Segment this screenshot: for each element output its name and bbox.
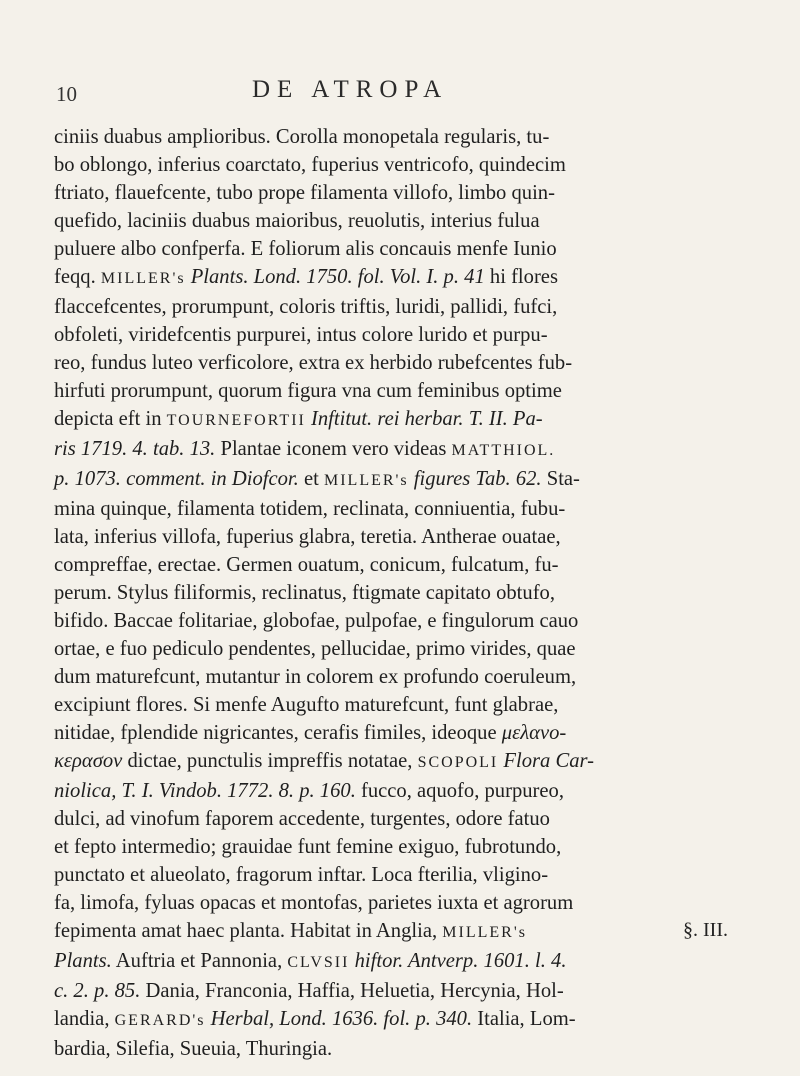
text-line — [54, 523, 757, 551]
text-line — [54, 465, 757, 495]
author-name: MILLER's — [100, 270, 186, 287]
greek-text: κερασον — [54, 750, 123, 772]
greek-text: μελανο- — [501, 722, 567, 744]
text-line — [54, 293, 757, 321]
text-run: depicta eft in — [54, 408, 167, 430]
text-line — [54, 151, 757, 179]
text-run: bo oblongo, inferius coarctato, fuperius ventricofo, quindecim — [54, 154, 566, 176]
text-run: quefido, laciniis duabus maioribus, reuolutis, interius fulua — [54, 210, 540, 232]
running-head: DE ATROPA — [252, 76, 449, 103]
text-line — [54, 321, 757, 349]
text-line — [54, 747, 757, 777]
text-line — [54, 207, 757, 235]
text-line — [54, 349, 757, 377]
citation-text: hiftor. Antverp. 1601. l. 4. — [354, 950, 567, 972]
page-header — [0, 76, 800, 116]
citation-text: ris 1719. 4. tab. 13. — [54, 438, 216, 460]
text-run: ftriato, flauefcente, tubo prope filamenta villofo, limbo quin- — [54, 182, 555, 204]
author-name: MILLER's — [442, 924, 527, 941]
text-run: fepimenta amat haec planta. Habitat in Anglia, — [54, 920, 443, 942]
text-run: fa, limofa, fyluas opacas et montofas, parietes iuxta et agrorum — [54, 892, 574, 914]
text-line — [54, 977, 757, 1005]
text-run: lata, inferius villofa, fuperius glabra, teretia. Antherae ouatae, — [54, 526, 561, 548]
text-line — [54, 719, 757, 747]
citation-text: Plants. — [54, 950, 112, 972]
citation-text: niolica, T. I. Vindob. 1772. 8. p. 160. — [54, 780, 356, 802]
text-run: obfoleti, viridefcentis purpurei, intus colore lurido et purpu- — [54, 324, 548, 346]
text-line — [54, 635, 757, 663]
text-line — [54, 179, 757, 207]
citation-text: figures Tab. 62. — [413, 468, 542, 490]
text-run: ciniis duabus amplioribus. Corolla monopetala regularis, tu- — [54, 126, 550, 148]
citation-text: c. 2. p. 85. — [54, 980, 141, 1002]
text-line — [54, 861, 757, 889]
text-run: bardia, Silefia, Sueuia, Thuringia. — [54, 1038, 333, 1060]
text-run: feqq. — [54, 266, 101, 288]
text-run: dictae, punctulis impreffis notatae, — [122, 750, 418, 772]
text-line — [54, 579, 757, 607]
text-line — [54, 123, 757, 151]
text-run: puluere albo confperfa. E foliorum alis concauis menfe Iunio — [54, 238, 557, 260]
text-run: hirfuti prorumpunt, quorum figura vna cum feminibus optime — [54, 380, 562, 402]
catchword: §. III. — [683, 919, 728, 941]
text-line — [54, 777, 757, 805]
text-run: ortae, e fuo pediculo pendentes, pellucidae, primo virides, quae — [54, 638, 576, 660]
text-run: perum. Stylus filiformis, reclinatus, ftigmate capitato obtufo, — [54, 582, 556, 604]
text-line — [54, 691, 757, 719]
text-line — [54, 235, 757, 263]
citation-text: Herbal, Lond. 1636. fol. p. 340. — [210, 1008, 473, 1030]
text-line — [54, 405, 757, 435]
citation-text: Flora Car- — [503, 750, 594, 772]
text-run: compreffae, erectae. Germen ouatum, conicum, fulcatum, fu- — [54, 554, 559, 576]
text-line — [54, 889, 757, 917]
text-run: landia, — [54, 1008, 115, 1030]
text-line — [54, 917, 757, 947]
text-run: fucco, aquofo, purpureo, — [355, 780, 564, 802]
text-line — [54, 377, 757, 405]
text-run: punctato et alueolato, fragorum inftar. Loca fterilia, vligino- — [54, 864, 549, 886]
page-number: 10 — [56, 82, 77, 106]
citation-text: p. 1073. comment. in Diofcor. — [54, 468, 299, 490]
text-run: et fepto intermedio; grauidae funt femine exiguo, fubrotundo, — [54, 836, 562, 858]
author-name: TOURNEFORTII — [166, 412, 306, 429]
text-run: Auftria et Pannonia, — [111, 950, 288, 972]
body-text — [54, 123, 757, 1063]
text-line — [54, 663, 757, 691]
text-line — [54, 551, 757, 579]
author-name: MILLER's — [323, 472, 409, 489]
text-line — [54, 435, 757, 465]
citation-text: Inftitut. rei herbar. T. II. Pa- — [311, 408, 543, 430]
text-line — [54, 263, 757, 293]
text-line — [54, 805, 757, 833]
text-run: Dania, Franconia, Haffia, Heluetia, Hercynia, Hol- — [140, 980, 564, 1002]
text-run: Plantae iconem vero videas — [215, 438, 452, 460]
text-run: nitidae, fplendide nigricantes, cerafis fimiles, ideoque — [54, 722, 502, 744]
text-run: Sta- — [541, 468, 580, 490]
text-run: hi flores — [484, 266, 558, 288]
author-name: SCOPOLI — [417, 754, 499, 771]
text-run: et — [298, 468, 324, 490]
text-run: bifido. Baccae folitariae, globofae, pulpofae, e fingulorum cauo — [54, 610, 579, 632]
text-run: excipiunt flores. Si menfe Augufto maturefcunt, funt glabrae, — [54, 694, 559, 716]
author-name: MATTHIOL. — [451, 442, 556, 459]
text-run: reo, fundus luteo verficolore, extra ex herbido rubefcentes fub- — [54, 352, 573, 374]
text-run: mina quinque, filamenta totidem, reclinata, conniuentia, fubu- — [54, 498, 566, 520]
text-line — [54, 947, 757, 977]
text-run: Italia, Lom- — [472, 1008, 576, 1030]
text-run: dum maturefcunt, mutantur in colorem ex profundo coeruleum, — [54, 666, 577, 688]
text-line — [54, 495, 757, 523]
text-line — [54, 833, 757, 861]
text-run: dulci, ad vinofum faporem accedente, turgentes, odore fatuo — [54, 808, 550, 830]
text-line — [54, 1035, 757, 1063]
author-name: GERARD's — [114, 1012, 206, 1029]
citation-text: Plants. Lond. 1750. fol. Vol. I. p. 41 — [190, 266, 485, 288]
text-line — [54, 607, 757, 635]
author-name: CLVSII — [287, 954, 350, 971]
text-run: flaccefcentes, prorumpunt, coloris triftis, luridi, pallidi, fufci, — [54, 296, 558, 318]
text-line — [54, 1005, 757, 1035]
